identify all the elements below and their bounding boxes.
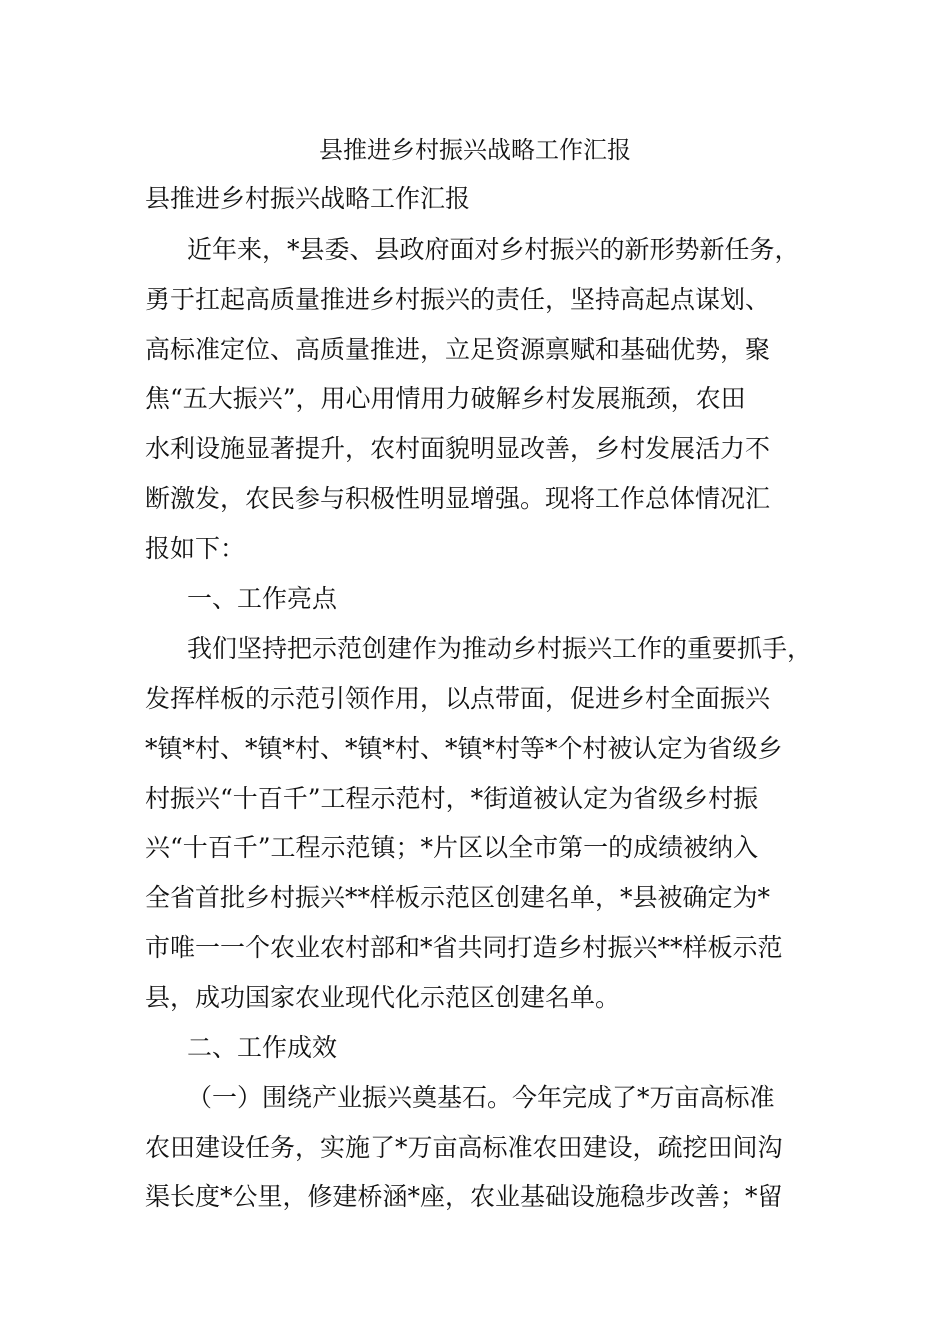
paragraph-line: *镇*村、*镇*村、*镇*村、*镇*村等*个村被认定为省级乡 (145, 734, 783, 763)
document-subtitle: 县推进乡村振兴战略工作汇报 (145, 184, 471, 213)
document-title: 县推进乡村振兴战略工作汇报 (319, 136, 631, 164)
paragraph-line: 全省首批乡村振兴**样板示范区创建名单，*县被确定为* (145, 883, 771, 912)
paragraph-line: 发挥样板的示范引领作用，以点带面，促进乡村全面振兴 (145, 684, 771, 713)
paragraph-line: 农田建设任务，实施了*万亩高标准农田建设，疏挖田间沟 (145, 1133, 783, 1162)
paragraph-line: 市唯一一个农业农村部和*省共同打造乡村振兴**样板示范 (145, 933, 783, 962)
paragraph-line: 我们坚持把示范创建作为推动乡村振兴工作的重要抓手， (187, 634, 813, 663)
paragraph-line: 渠长度*公里，修建桥涵*座，农业基础设施稳步改善；*留 (145, 1182, 783, 1211)
section-heading: 二、工作成效 (187, 1033, 338, 1062)
paragraph-line: 兴“十百千”工程示范镇；*片区以全市第一的成绩被纳入 (145, 833, 759, 862)
paragraph-line: 报如下： (145, 534, 246, 563)
paragraph-line: 勇于扛起高质量推进乡村振兴的责任，坚持高起点谋划、 (145, 285, 771, 314)
paragraph-line: 近年来，*县委、县政府面对乡村振兴的新形势新任务， (187, 235, 800, 264)
paragraph-line: 村振兴“十百千”工程示范村，*街道被认定为省级乡村振 (145, 784, 759, 813)
paragraph-line: 水利设施显著提升，农村面貌明显改善，乡村发展活力不 (145, 434, 771, 463)
paragraph-line: 断激发，农民参与积极性明显增强。现将工作总体情况汇 (145, 484, 771, 513)
paragraph-line: 县，成功国家农业现代化示范区创建名单。 (145, 983, 621, 1012)
paragraph-line: （一）围绕产业振兴奠基石。今年完成了*万亩高标准 (187, 1083, 775, 1112)
paragraph-line: 焦“五大振兴”，用心用情用力破解乡村发展瓶颈，农田 (145, 384, 746, 413)
section-heading: 一、工作亮点 (187, 584, 338, 613)
paragraph-line: 高标准定位、高质量推进，立足资源禀赋和基础优势，聚 (145, 335, 771, 364)
